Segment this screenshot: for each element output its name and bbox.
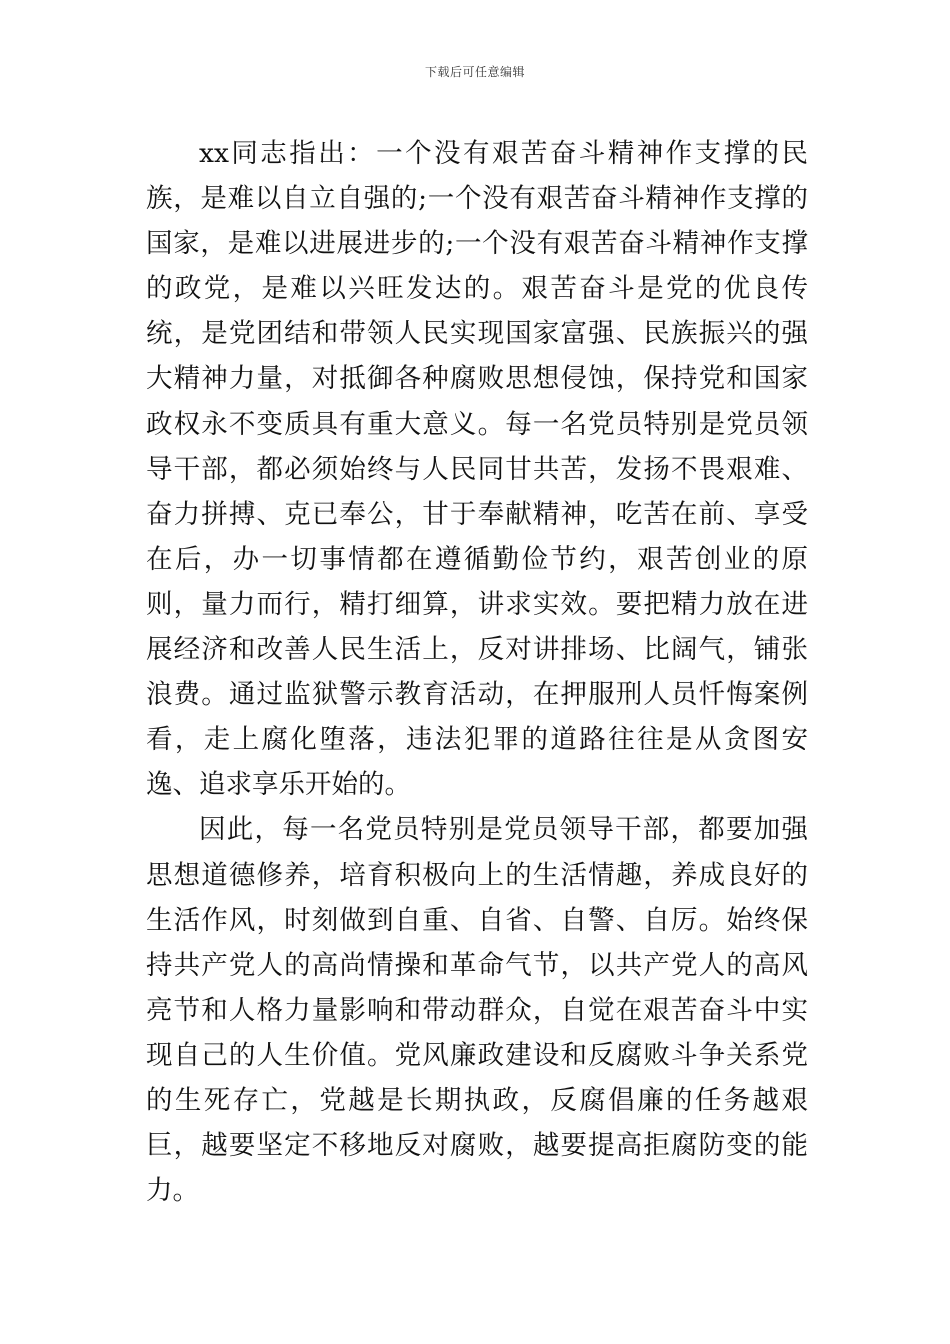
document-body [146,131,808,1213]
paragraph-1: xx同志指出：一个没有艰苦奋斗精神作支撑的民族，是难以自立自强的;一个没有艰苦奋斗精神作支撑的国家，是难以进展进步的;一个没有艰苦奋斗精神作支撑的政党，是难以兴旺发达的。艰苦奋斗是党的优良传统，是党团结和带领人民实现国家富强、民族振兴的强大精神力量，对抵御各种腐败思想侵蚀，保持党和国家政权永不变质具有重大意义。每一名党员特别是党员领导干部，都必须始终与人民同甘共苦，发扬不畏艰难、奋力拼搏、克已奉公，甘于奉献精神，吃苦在前、享受在后，办一切事情都在遵循勤俭节约，艰苦创业的原则，量力而行，精打细算，讲求实效。要把精力放在进展经济和改善人民生活上，反对讲排场、比阔气，铺张浪费。通过监狱警示教育活动，在押服刑人员忏悔案例看，走上腐化堕落，违法犯罪的道路往往是从贪图安逸、追求享乐开始的。 [146,138,808,801]
page-header: 下载后可任意编辑 [424,65,525,79]
paragraph-2: 因此，每一名党员特别是党员领导干部，都要加强思想道德修养，培育积极向上的生活情趣，养成良好的生活作风，时刻做到自重、自省、自警、自厉。始终保持共产党人的高尚情操和革命气节，以共产党人的高风亮节和人格力量影响和带动群众，自觉在艰苦奋斗中实现自己的人生价值。党风廉政建设和反腐败斗争关系党的生死存亡，党越是长期执政，反腐倡廉的任务越艰巨，越要坚定不移地反对腐败，越要提高拒腐防变的能力。 [146,814,808,1207]
